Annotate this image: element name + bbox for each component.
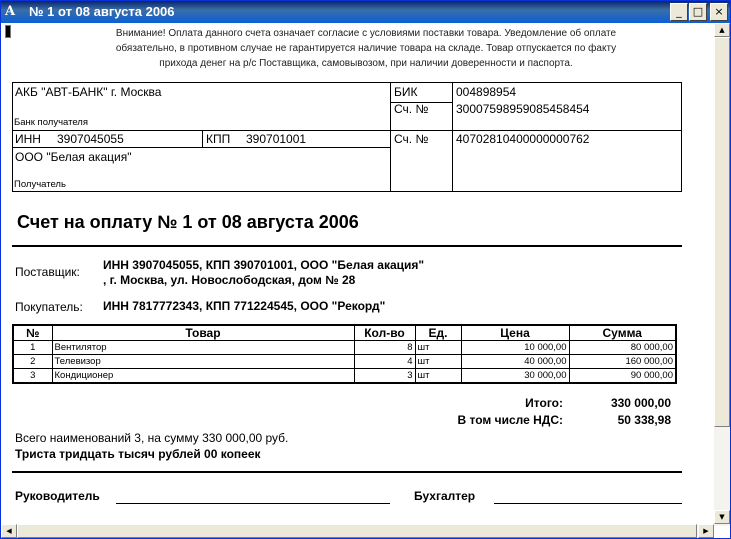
maximize-button[interactable]: □ <box>689 3 707 21</box>
row-unit: шт <box>415 341 461 355</box>
total-value: 330 000,00 <box>610 396 671 410</box>
scroll-down-button[interactable]: ▼ <box>714 510 730 524</box>
vertical-scrollbar[interactable] <box>714 23 730 526</box>
inn-value: 3907045055 <box>57 132 124 146</box>
bik-value: 004898954 <box>456 85 517 99</box>
account-label: Сч. № <box>394 132 429 146</box>
scroll-up-button[interactable]: ▲ <box>714 23 730 37</box>
row-qty: 4 <box>354 355 415 369</box>
row-sum: 80 000,00 <box>569 341 676 355</box>
accountant-signature-line <box>494 503 682 504</box>
col-header-sum: Сумма <box>569 325 676 341</box>
document-app-icon: A <box>5 4 16 19</box>
payment-notice <box>41 26 691 71</box>
row-qty: 3 <box>354 369 415 384</box>
vat-value: 50 338,98 <box>617 413 671 427</box>
row-item: Телевизор <box>52 355 354 369</box>
scroll-right-button[interactable]: ▶ <box>698 524 714 538</box>
col-header-item: Товар <box>52 325 354 341</box>
buyer-value: ИНН 7817772343, КПП 771224545, ООО "Рекорд" <box>103 299 386 313</box>
col-header-price: Цена <box>461 325 569 341</box>
total-label: Итого: <box>525 396 563 410</box>
row-number: 3 <box>13 369 52 384</box>
minimize-button[interactable]: _ <box>670 3 688 21</box>
row-item: Кондиционер <box>52 369 354 384</box>
recipient-name: ООО "Белая акация" <box>15 150 132 164</box>
row-sum: 90 000,00 <box>569 369 676 384</box>
bank-name: АКБ "АВТ-БАНК" г. Москва <box>15 85 162 99</box>
accountant-label: Бухгалтер <box>414 489 476 503</box>
title-divider <box>12 245 682 247</box>
horizontal-scrollbar[interactable] <box>1 524 714 538</box>
col-header-unit: Ед. <box>415 325 461 341</box>
amount-in-words: Триста тридцать тысяч рублей 00 копеек <box>15 447 261 461</box>
row-unit: шт <box>415 355 461 369</box>
table-row <box>13 369 676 384</box>
vertical-scroll-thumb[interactable] <box>714 37 730 427</box>
notice-line: прихода денег на р/с Поставщика, самовывозом, при наличии доверенности и паспорта. <box>159 58 573 69</box>
close-button[interactable]: × <box>710 3 728 21</box>
col-header-qty: Кол-во <box>354 325 415 341</box>
scroll-left-button[interactable]: ◀ <box>1 524 17 538</box>
director-label: Руководитель <box>15 489 100 503</box>
horizontal-scroll-thumb[interactable] <box>17 524 697 538</box>
summary-line: Всего наименований 3, на сумму 330 000,00 руб. <box>15 431 289 445</box>
row-number: 1 <box>13 341 52 355</box>
row-sum: 160 000,00 <box>569 355 676 369</box>
table-row <box>13 341 676 355</box>
title-bar[interactable] <box>1 1 730 23</box>
bank-label: Банк получателя <box>14 117 88 128</box>
kpp-value: 390701001 <box>246 132 307 146</box>
notice-line: Внимание! Оплата данного счета означает согласие с условиями поставки товара. Уведомление об оплате <box>115 28 617 39</box>
cell-cursor <box>5 25 11 38</box>
buyer-label: Покупатель: <box>15 300 83 314</box>
account-value: 40702810400000000762 <box>456 132 590 146</box>
recipient-label: Получатель <box>14 179 66 190</box>
vat-label: В том числе НДС: <box>457 413 563 427</box>
row-price: 30 000,00 <box>461 369 569 384</box>
notice-line: обязательно, в противном случае не гарантируется наличие товара на складе. Товар отпускается по факту <box>115 43 617 54</box>
footer-divider <box>12 471 682 473</box>
table-header-row <box>13 325 676 341</box>
corr-account-label: Сч. № <box>394 102 429 116</box>
director-signature-line <box>116 503 390 504</box>
row-price: 40 000,00 <box>461 355 569 369</box>
col-header-number: № <box>13 325 52 341</box>
supplier-label: Поставщик: <box>15 265 80 279</box>
row-item: Вентилятор <box>52 341 354 355</box>
table-row <box>13 355 676 369</box>
row-number: 2 <box>13 355 52 369</box>
document-area <box>1 23 714 526</box>
kpp-label: КПП <box>206 132 231 146</box>
bik-label: БИК <box>394 85 418 99</box>
supplier-line-2: , г. Москва, ул. Новослободская, дом № 28 <box>103 273 356 287</box>
row-price: 10 000,00 <box>461 341 569 355</box>
invoice-title: Счет на оплату № 1 от 08 августа 2006 <box>17 212 359 232</box>
items-table <box>12 324 677 384</box>
row-qty: 8 <box>354 341 415 355</box>
row-unit: шт <box>415 369 461 384</box>
supplier-line-1: ИНН 3907045055, КПП 390701001, ООО "Белая акация" <box>103 258 425 272</box>
inn-label: ИНН <box>15 132 41 146</box>
window-title: № 1 от 08 августа 2006 <box>29 4 175 19</box>
corr-account-value: 30007598959085458454 <box>456 102 590 116</box>
